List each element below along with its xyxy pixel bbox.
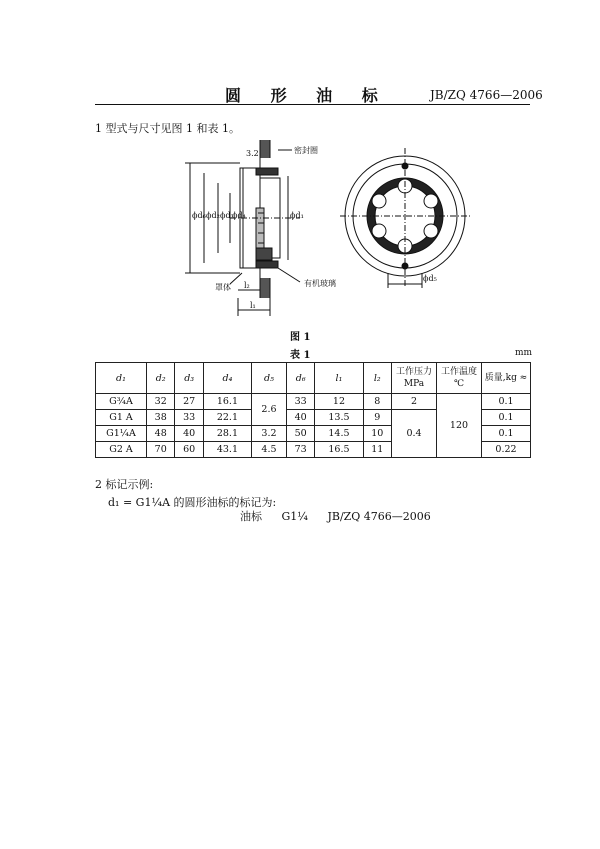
standard-code: JB/ZQ 4766—2006 <box>430 88 543 102</box>
table-row <box>96 394 531 410</box>
cell: 10 <box>363 426 391 442</box>
cell: 70 <box>147 442 175 458</box>
cell: 33 <box>175 410 203 426</box>
label-d3: ϕd₃ <box>220 211 234 220</box>
figure-caption: 图 1 <box>290 332 311 343</box>
header-d1: d₁ <box>96 363 147 394</box>
cell: 27 <box>175 394 203 410</box>
label-glass: 有机玻璃 <box>304 279 336 288</box>
cell: 0.1 <box>482 410 531 426</box>
cell: 12 <box>315 394 363 410</box>
label-d2: ϕd₂ <box>206 211 220 220</box>
section-1-text: 1 型式与尺寸见图 1 和表 1。 <box>95 122 240 135</box>
label-d5: ϕd₅ <box>423 274 437 283</box>
cell: 3.2 <box>251 426 286 442</box>
header-l2: l₂ <box>363 363 391 394</box>
cell: 43.1 <box>203 442 251 458</box>
marking-example-text: d₁ = G1¼A 的圆形油标的标记为: <box>108 496 277 509</box>
front-view <box>340 148 470 288</box>
cell: 8 <box>363 394 391 410</box>
marking-part-name: 油标 <box>240 510 262 523</box>
cell: G1¼A <box>96 426 147 442</box>
marking-example <box>240 508 447 524</box>
table-caption: 表 1 <box>290 350 311 361</box>
cell: 4.5 <box>251 442 286 458</box>
label-l1: l₁ <box>250 301 256 310</box>
cell: 0.1 <box>482 426 531 442</box>
cell: 9 <box>363 410 391 426</box>
cell: 60 <box>175 442 203 458</box>
cell: G¾A <box>96 394 147 410</box>
cell: 11 <box>363 442 391 458</box>
cell: 32 <box>147 394 175 410</box>
spec-table <box>95 362 531 458</box>
cell: G2 A <box>96 442 147 458</box>
table-unit: mm <box>515 348 533 358</box>
label-d1: ϕd₁ <box>290 211 304 220</box>
header-d6: d₆ <box>286 363 314 394</box>
cell: 16.1 <box>203 394 251 410</box>
cell: 120 <box>437 394 482 458</box>
section-2-heading: 2 标记示例: <box>95 478 154 491</box>
cell: 13.5 <box>315 410 363 426</box>
marking-part-standard: JB/ZQ 4766—2006 <box>327 510 431 523</box>
cell: 0.22 <box>482 442 531 458</box>
section-view <box>185 140 300 316</box>
header-d5: d₅ <box>251 363 286 394</box>
cell: G1 A <box>96 410 147 426</box>
cell: 48 <box>147 426 175 442</box>
header-pressure: 工作压力 MPa <box>392 363 437 394</box>
header-temperature: 工作温度 ℃ <box>437 363 482 394</box>
cell: 50 <box>286 426 314 442</box>
oil-gauge-drawing <box>180 138 470 323</box>
label-roughness: 3.2 <box>246 149 259 158</box>
cell: 0.4 <box>392 410 437 458</box>
cell: 38 <box>147 410 175 426</box>
label-cover: 罩体 <box>215 283 231 292</box>
page-title: 圆 形 油 标 <box>225 86 390 105</box>
label-d6: ϕd₆ <box>192 211 206 220</box>
header-rule <box>95 104 530 105</box>
label-d4: ϕd₄ <box>232 211 246 220</box>
cell: 22.1 <box>203 410 251 426</box>
label-l2: l₂ <box>244 281 250 290</box>
header-d4: d₄ <box>203 363 251 394</box>
label-seal: 密封圈 <box>294 146 318 155</box>
cell: 14.5 <box>315 426 363 442</box>
cell: 2.6 <box>251 394 286 426</box>
cell: 33 <box>286 394 314 410</box>
cell: 28.1 <box>203 426 251 442</box>
cell: 40 <box>286 410 314 426</box>
table-header-row <box>96 363 531 394</box>
cell: 73 <box>286 442 314 458</box>
cell: 2 <box>392 394 437 410</box>
cell: 0.1 <box>482 394 531 410</box>
cell: 16.5 <box>315 442 363 458</box>
cell: 40 <box>175 426 203 442</box>
header-d3: d₃ <box>175 363 203 394</box>
marking-part-size: G1¼ <box>281 510 308 523</box>
header-l1: l₁ <box>315 363 363 394</box>
header-mass: 质量,kg ≈ <box>482 363 531 394</box>
header-d2: d₂ <box>147 363 175 394</box>
